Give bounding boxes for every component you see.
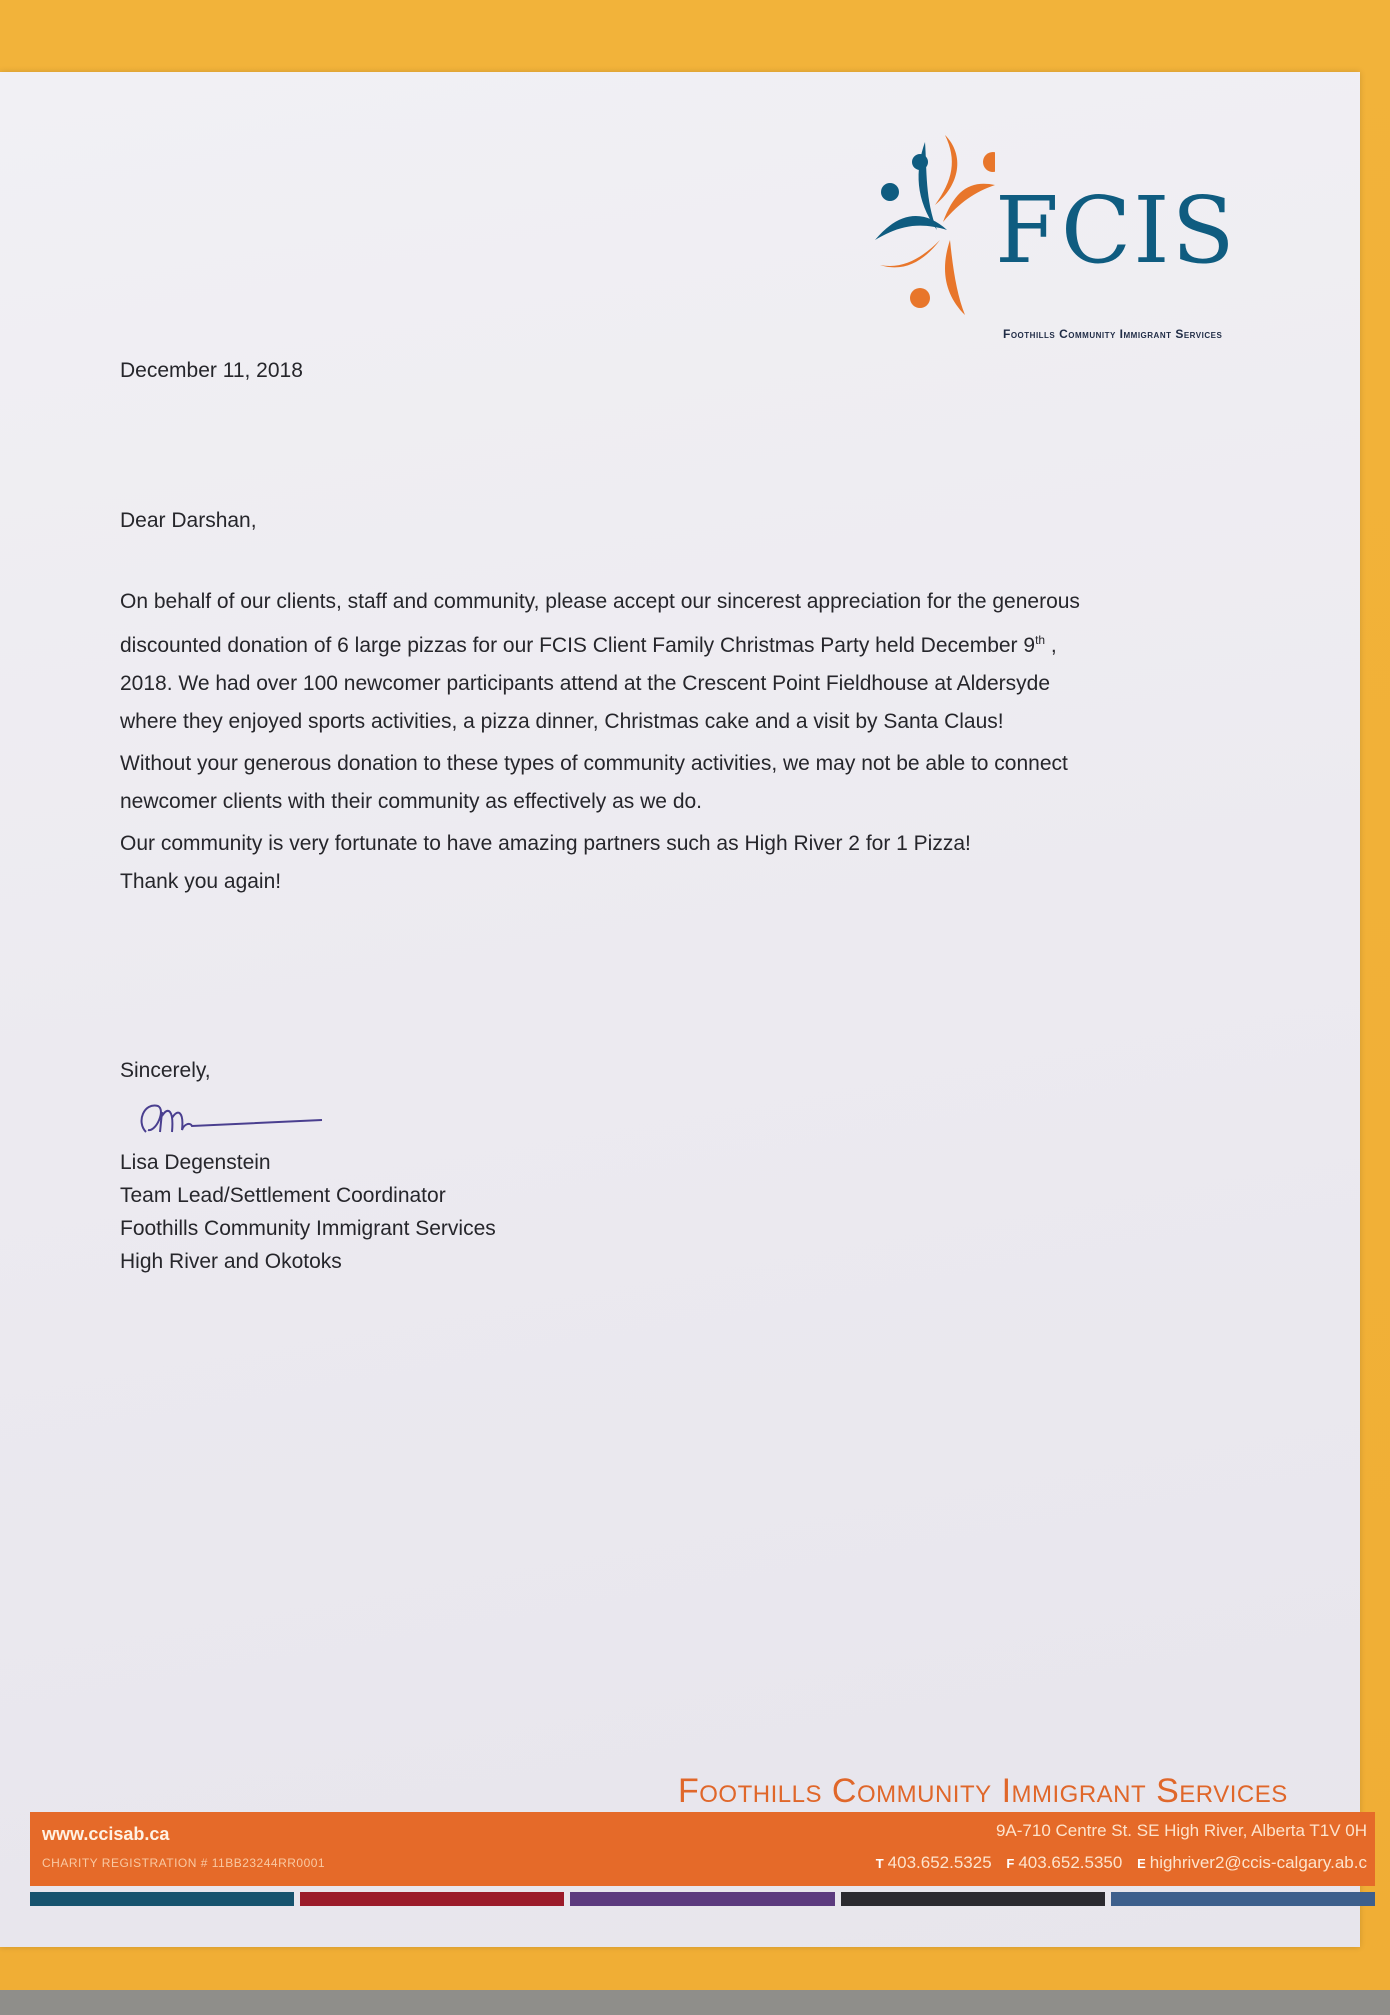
- salutation: Dear Darshan,: [120, 509, 257, 532]
- paragraph-3: [120, 825, 1080, 901]
- footer-color-stripes: [30, 1892, 1375, 1906]
- footer-bar: [30, 1812, 1375, 1886]
- logo-head-orange-top: [983, 152, 995, 172]
- stripe-red: [300, 1892, 564, 1906]
- paragraph-3-line2: Thank you again!: [120, 870, 282, 893]
- signature-block: [120, 1146, 496, 1278]
- footer-contact: [866, 1853, 1367, 1873]
- paragraph-2: Without your generous donation to these types of community activities, we may not be able to connect newcomer clients with their community as effectively as we do.: [120, 752, 1068, 813]
- logo-head-orange-bottom: [910, 288, 930, 308]
- stripe-purple: [570, 1892, 834, 1906]
- signer-name: Lisa Degenstein: [120, 1151, 271, 1174]
- handwritten-signature: [132, 1092, 332, 1142]
- footer-email: highriver2@ccis-calgary.ab.c: [1149, 1853, 1367, 1872]
- closing: Sincerely,: [120, 1059, 211, 1082]
- letter-date: December 11, 2018: [120, 359, 303, 382]
- logo-subtitle: Foothills Community Immigrant Services: [1003, 327, 1223, 341]
- stripe-blue: [1111, 1892, 1375, 1906]
- logo-arm-orange-4: [945, 240, 965, 315]
- footer-phone: 403.652.5325: [887, 1853, 992, 1872]
- letter-body: [120, 583, 1080, 905]
- paragraph-1-part1: On behalf of our clients, staff and community, please accept our sincerest appreciation for the generous discounted donation of 6 large pizzas for our FCIS Client Family Christmas Party held December 9: [120, 590, 1080, 657]
- paragraph-3-line1: Our community is very fortunate to have amazing partners such as High River 2 for 1 Pizza!: [120, 832, 971, 855]
- footer-charity-number: CHARITY REGISTRATION # 11BB23244RR0001: [42, 1856, 326, 1870]
- signer-title: Team Lead/Settlement Coordinator: [120, 1184, 446, 1207]
- logo-arm-orange-1: [935, 135, 957, 205]
- fax-label: F: [1006, 1856, 1015, 1871]
- fcis-logo: [865, 130, 1285, 350]
- people-swirl-icon: [865, 130, 995, 320]
- signer-organization: Foothills Community Immigrant Services: [120, 1217, 496, 1240]
- floor-background: [0, 1990, 1390, 2015]
- footer-address: 9A-710 Centre St. SE High River, Alberta T1V 0H: [995, 1821, 1367, 1840]
- footer-fax: 403.652.5350: [1018, 1853, 1123, 1872]
- email-label: E: [1137, 1856, 1146, 1871]
- paragraph-1: [120, 583, 1080, 741]
- ordinal-suffix: th: [1035, 633, 1046, 647]
- footer-website: www.ccisab.ca: [42, 1824, 170, 1844]
- logo-wordmark: FCIS: [995, 177, 1237, 284]
- tel-label: T: [875, 1856, 884, 1871]
- footer-organization-title: Foothills Community Immigrant Services: [678, 1772, 1288, 1810]
- logo-head-blue-left: [881, 183, 899, 201]
- stripe-black: [841, 1892, 1105, 1906]
- stripe-teal: [30, 1892, 294, 1906]
- logo-arm-orange-3: [880, 240, 940, 267]
- paragraph-1-part2: , 2018. We had over 100 newcomer participants attend at the Crescent Point Fieldhouse at Aldersyde where they enjoyed sports activities, a pizza dinner, Christmas cake and a visit by Santa Claus!: [120, 634, 1057, 733]
- signer-location: High River and Okotoks: [120, 1250, 342, 1273]
- logo-arm-orange-2: [943, 184, 995, 222]
